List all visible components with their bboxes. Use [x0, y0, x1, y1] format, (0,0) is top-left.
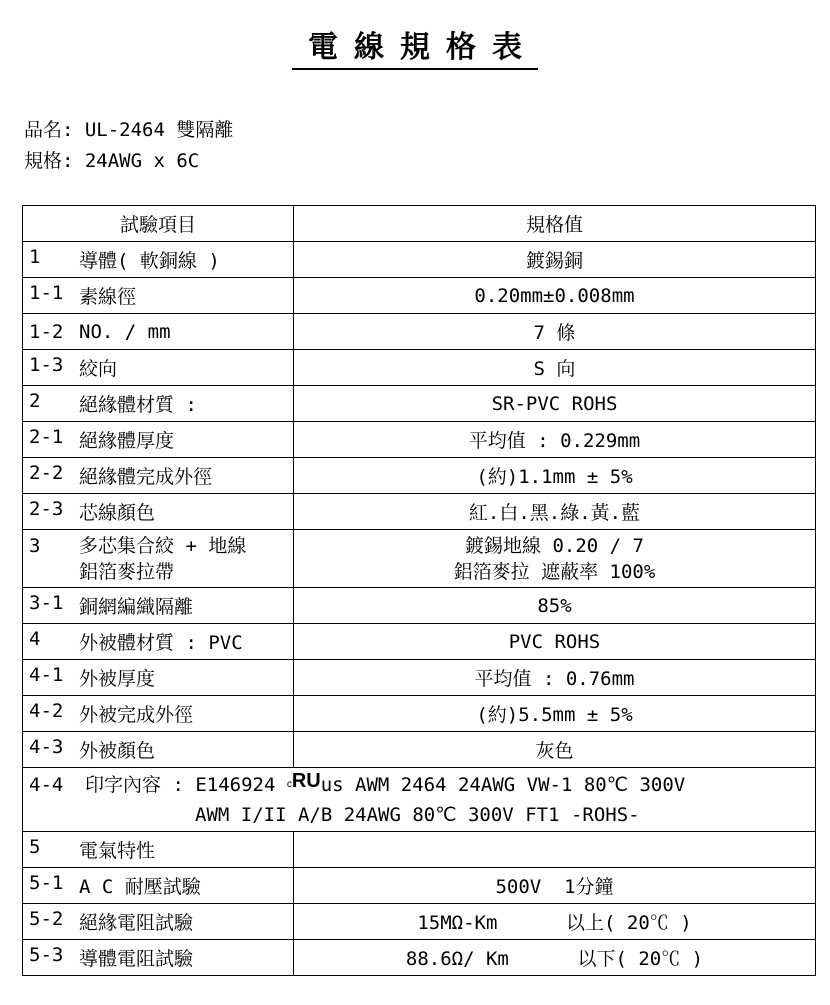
row-number: 2-2	[29, 462, 64, 484]
spec-value: 平均值 : 0.229mm	[468, 430, 641, 452]
row-number: 2-3	[29, 498, 64, 520]
test-item-cell	[23, 494, 294, 530]
print-line-1	[23, 769, 815, 802]
item-label-block	[79, 872, 201, 899]
spec-value-cell	[294, 278, 816, 314]
ul-logo-c: c	[286, 778, 292, 790]
spec-value-cell	[294, 660, 816, 696]
item-label: 絕緣體完成外徑	[79, 466, 213, 488]
item-label: 電氣特性	[79, 840, 156, 862]
item-label-block	[79, 836, 155, 863]
spec-value-cell	[294, 350, 816, 386]
row-number: 2	[29, 390, 41, 412]
spec-value-cell	[294, 940, 816, 976]
item-label-block	[79, 246, 220, 273]
test-item-cell	[23, 940, 294, 976]
spec-value-line-2: 鋁箔麥拉 遮蔽率 100%	[453, 560, 656, 583]
table-row	[23, 832, 816, 868]
table-row	[23, 588, 816, 624]
item-label-block	[79, 700, 193, 727]
spec-value: 85%	[537, 594, 572, 617]
spec-value-cell	[294, 696, 816, 732]
spec-value: 15MΩ-Km 以上( 20℃ )	[417, 912, 692, 934]
item-label-block	[79, 944, 193, 971]
table-row	[23, 696, 816, 732]
print-prefix: 印字內容 : E146924	[85, 773, 276, 796]
row-number: 1-1	[29, 282, 64, 304]
ul-logo-mark: RU	[291, 769, 321, 792]
item-label-block	[79, 426, 174, 453]
row-number: 4	[29, 628, 41, 650]
spec-value-cell	[294, 494, 816, 530]
item-label: 導體( 軟銅線 )	[79, 250, 220, 272]
spec-label: 規格:	[24, 150, 74, 172]
table-row	[23, 242, 816, 278]
spec-value-cell	[294, 242, 816, 278]
print-content-row	[23, 768, 816, 832]
test-item-cell	[23, 242, 294, 278]
test-item-cell	[23, 732, 294, 768]
spec-value: 鍍錫地線 0.20 / 7	[465, 534, 644, 557]
table-row	[23, 494, 816, 530]
test-item-cell	[23, 588, 294, 624]
spec-value: 500V 1分鐘	[495, 876, 614, 898]
table-row	[23, 530, 816, 588]
item-label-block	[79, 354, 117, 381]
test-item-cell	[23, 314, 294, 350]
table-row	[23, 904, 816, 940]
spec-value-cell	[294, 904, 816, 940]
print-line-2: AWM I/II A/B 24AWG 80℃ 300V FT1 -ROHS-	[195, 803, 640, 826]
test-item-cell	[23, 868, 294, 904]
table-row	[23, 278, 816, 314]
test-item-cell	[23, 660, 294, 696]
title-text: 電線規格表	[292, 22, 538, 70]
test-item-cell	[23, 278, 294, 314]
row-number: 1-3	[29, 354, 64, 376]
spec-value: (約)1.1mm ± 5%	[476, 466, 633, 488]
item-label: A C 耐壓試驗	[79, 876, 201, 898]
spec-value: S 向	[533, 358, 576, 380]
test-item-cell	[23, 386, 294, 422]
print-content-cell	[23, 768, 816, 832]
spec-line	[24, 146, 199, 173]
item-label-block	[79, 462, 212, 489]
row-number: 4-3	[29, 736, 64, 758]
print-line-1-rest: us AWM 2464 24AWG VW-1 80℃ 300V	[320, 773, 686, 796]
spec-value: 平均值 : 0.76mm	[474, 668, 635, 690]
item-label-block	[79, 908, 193, 935]
table-row	[23, 458, 816, 494]
item-label-line-2: 鋁箔麥拉帶	[79, 560, 175, 583]
row-number: 2-1	[29, 426, 64, 448]
header-test-item: 試驗項目	[23, 206, 294, 242]
test-item-cell	[23, 458, 294, 494]
table-row	[23, 732, 816, 768]
item-label: 絕緣體材質 :	[79, 394, 197, 416]
row-number: 5-1	[29, 872, 64, 894]
test-item-cell	[23, 530, 294, 588]
page-title	[0, 22, 830, 70]
spec-value: 鍍錫銅	[525, 250, 583, 272]
row-number: 1	[29, 246, 41, 268]
spec-value-cell	[294, 422, 816, 458]
row-number: 4-2	[29, 700, 64, 722]
item-label-block	[79, 628, 243, 655]
spec-value: 紅.白.黑.綠.黃.藍	[468, 502, 641, 524]
item-label: 絞向	[79, 358, 118, 380]
spec-value: 0.20mm±0.008mm	[474, 284, 635, 307]
item-label: 多芯集合絞 + 地線	[79, 534, 247, 557]
spec-value-cell	[294, 732, 816, 768]
spec-value-cell	[294, 314, 816, 350]
spec-value-cell	[294, 832, 816, 868]
item-label-block	[79, 321, 171, 343]
spec-value: 88.6Ω/ Km 以下( 20℃ )	[405, 948, 704, 970]
spec-value: SR-PVC ROHS	[491, 392, 618, 415]
row-number: 4-4	[29, 773, 64, 796]
item-label-block	[79, 592, 193, 619]
item-label: 素線徑	[79, 286, 137, 308]
row-number: 5-2	[29, 908, 64, 930]
item-label-block	[79, 533, 246, 585]
item-label: 絕緣體厚度	[79, 430, 175, 452]
product-label: 品名:	[24, 119, 74, 141]
spec-table	[22, 205, 816, 976]
item-label: 絕緣電阻試驗	[79, 912, 194, 934]
test-item-cell	[23, 422, 294, 458]
row-number: 5	[29, 836, 41, 858]
table-row	[23, 314, 816, 350]
spec-value: 24AWG x 6C	[84, 150, 200, 172]
table-header-row	[23, 206, 816, 242]
table-row	[23, 386, 816, 422]
ul-recognized-logo	[287, 768, 321, 798]
row-number: 3	[29, 534, 41, 557]
header-spec-value: 規格值	[294, 206, 816, 242]
item-label-block	[79, 664, 155, 691]
item-label: NO. / mm	[79, 320, 171, 343]
item-label: 外被完成外徑	[79, 704, 194, 726]
item-label-block	[79, 736, 155, 763]
spec-value-cell	[294, 458, 816, 494]
table-row	[23, 350, 816, 386]
spec-value-cell	[294, 588, 816, 624]
item-label: 導體電阻試驗	[79, 948, 194, 970]
row-number: 5-3	[29, 944, 64, 966]
table-row	[23, 660, 816, 696]
spec-value-cell	[294, 386, 816, 422]
item-label: 銅網編織隔離	[79, 596, 194, 618]
test-item-cell	[23, 624, 294, 660]
spec-value: (約)5.5mm ± 5%	[476, 704, 633, 726]
row-number: 4-1	[29, 664, 64, 686]
test-item-cell	[23, 832, 294, 868]
row-number: 1-2	[29, 320, 64, 343]
spec-value: PVC ROHS	[508, 630, 601, 653]
test-item-cell	[23, 350, 294, 386]
item-label: 外被體材質 : PVC	[79, 632, 243, 654]
item-label: 外被厚度	[79, 668, 156, 690]
spec-value: 灰色	[535, 740, 574, 762]
test-item-cell	[23, 696, 294, 732]
item-label-block	[79, 498, 155, 525]
item-label: 芯線顏色	[79, 502, 156, 524]
product-name-line	[24, 115, 233, 142]
table-row	[23, 624, 816, 660]
table-row	[23, 422, 816, 458]
item-label-block	[79, 390, 197, 417]
spec-value-cell	[294, 530, 816, 588]
spec-value-cell	[294, 624, 816, 660]
item-label: 外被顏色	[79, 740, 156, 762]
product-value: UL-2464 雙隔離	[84, 119, 234, 141]
table-row	[23, 940, 816, 976]
table-row	[23, 868, 816, 904]
spec-value-cell	[294, 868, 816, 904]
spec-value: 7 條	[533, 322, 576, 344]
item-label-block	[79, 282, 136, 309]
row-number: 3-1	[29, 592, 64, 614]
test-item-cell	[23, 904, 294, 940]
